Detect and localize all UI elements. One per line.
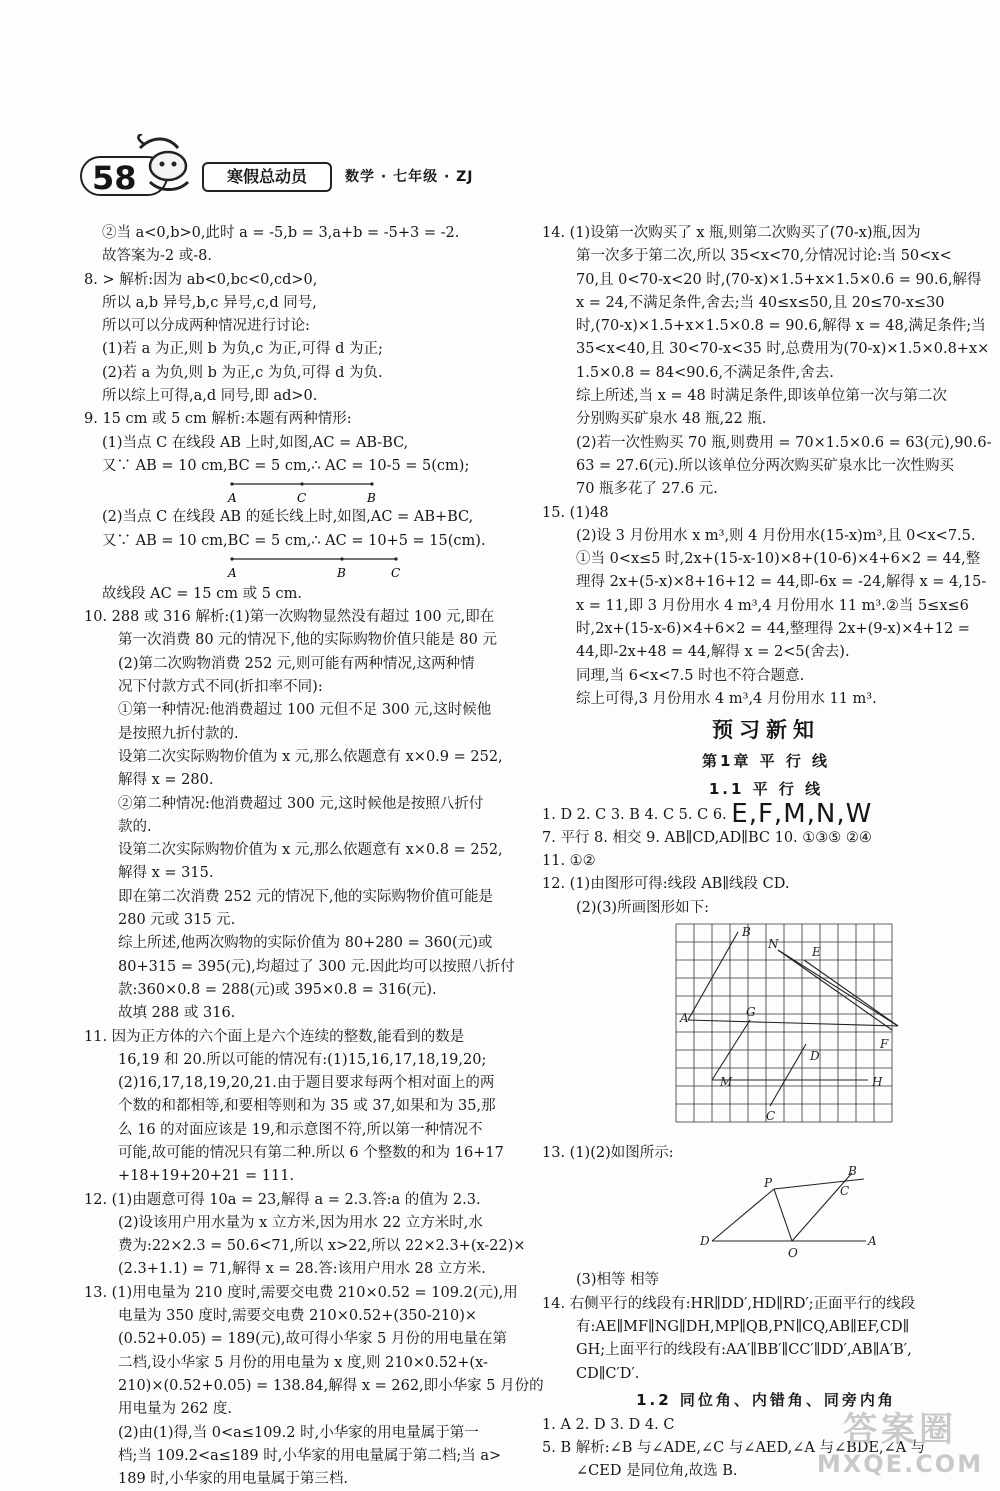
text-line: 综上所述,他两次购物的实际价值为 80+280 = 360(元)或 xyxy=(118,935,493,952)
answer-line: 5. B 解析:∠B 与∠ADE,∠C 与∠AED,∠A 与∠BDE,∠A 与 xyxy=(542,1440,926,1457)
page-number: 58 xyxy=(80,156,168,196)
parallel-figure xyxy=(542,1165,990,1269)
watermark-url: MXQE.COM xyxy=(816,1450,984,1478)
text-line: (0.52+0.05) = 189(元),故可得小华家 5 月份的用电量在第 xyxy=(118,1331,507,1348)
answer-line: 11. ①② xyxy=(542,853,596,870)
text-line: 解得 x = 315. xyxy=(118,865,214,882)
grid-figure xyxy=(542,920,990,1142)
brand-label: 寒假总动员 xyxy=(202,162,332,192)
text-line: 用电量为 262 度. xyxy=(118,1401,233,1418)
page-header xyxy=(70,150,930,210)
text-line: 么 16 的对面应该是 19,和示意图不符,所以第一种情况不 xyxy=(118,1121,483,1138)
answer-line: ∠CED 是同位角,故选 B. xyxy=(576,1463,738,1480)
text-line: (2.3+1.1) = 71,解得 x = 28.答:该用户用水 28 立方米. xyxy=(118,1261,486,1278)
answer-line: (2)(3)所画图形如下: xyxy=(576,899,709,916)
text-line: x = 24,不满足条件,舍去;当 40≤x≤50,且 20≤70-x≤30 xyxy=(576,294,945,311)
answer-letters: E,F,M,N,W xyxy=(731,798,873,829)
text-line: 即在第二次消费 252 元的情况下,他的实际购物价值可能是 xyxy=(118,888,494,905)
answer-line: CD∥C′D′. xyxy=(576,1365,640,1382)
mascot-icon xyxy=(134,134,204,194)
grid-label-h: H xyxy=(872,1075,883,1090)
text-line: 70 瓶多花了 27.6 元. xyxy=(576,481,718,498)
segment-figure-2 xyxy=(84,553,520,583)
fig13-label-c: C xyxy=(840,1184,850,1199)
preview-section-title: 预习新知 xyxy=(712,718,820,743)
text-line: (2)若一次性购买 70 瓶,则费用 = 70×1.5×0.6 = 63(元),90.6- xyxy=(576,434,992,451)
text-line: 70,且 0<70-x<20 时,(70-x)×1.5+x×1.5×0.6 = 90.6,解得 xyxy=(576,271,982,288)
text-line: 所以可以分成两种情况进行讨论: xyxy=(102,318,310,335)
answer-line: 12. (1)由图形可得:线段 AB∥线段 CD. xyxy=(542,876,790,893)
text-line: 故线段 AC = 15 cm 或 5 cm. xyxy=(102,585,303,602)
text-line: 35<x<40,且 30<70-x<35 时,总费用为(70-x)×1.5×0.8+x× xyxy=(576,341,990,358)
answer-line: 有:AE∥MF∥NG∥DH,MP∥QB,PN∥CQ,AB∥EF,CD∥ xyxy=(576,1318,910,1335)
text-line: 又∵ AB = 10 cm,BC = 5 cm,∴ AC = 10+5 = 15(cm). xyxy=(102,532,486,549)
text-line: 15. (1)48 xyxy=(542,504,609,521)
text-line: 12. (1)由题意可得 10a = 23,解得 a = 2.3.答:a 的值为 2.3. xyxy=(84,1191,481,1208)
point-label-a: A xyxy=(228,565,237,580)
text-line: 理得 2x+(5-x)×8+16+12 = 44,即-6x = -24,解得 x = 4,15- xyxy=(576,574,987,591)
text-line: 80+315 = 395(元),均超过了 300 元.因此均可以按照八折付 xyxy=(118,958,515,975)
text-line: (2)第二次购物消费 252 元,则可能有两种情况,这两种情 xyxy=(118,655,475,672)
section-title: 1.2 同位角、内错角、同旁内角 xyxy=(636,1390,896,1409)
text-line: 解得 x = 280. xyxy=(118,772,214,789)
text-line: 费为:22×2.3 = 50.6<71,所以 x>22,所以 22×2.3+(x-22)× xyxy=(118,1238,526,1255)
grid-label-c: C xyxy=(766,1109,776,1124)
answer-line-text: 1. D 2. C 3. B 4. C 5. C 6. xyxy=(542,806,727,823)
point-label-a: A xyxy=(228,491,237,506)
watermark-text: 答案圈 xyxy=(843,1410,957,1450)
answer-line: 7. 平行 8. 相交 9. AB∥CD,AD∥BC 10. ①③⑤ ②④ xyxy=(542,829,872,846)
text-line: 第一次消费 80 元的情况下,他的实际购物价值只能是 80 元 xyxy=(118,632,497,649)
text-line: 款的. xyxy=(118,818,152,835)
answer-line: GH;上面平行的线段有:AA′∥BB′∥CC′∥DD′,AB∥A′B′, xyxy=(576,1342,912,1359)
text-line: 10. 288 或 316 解析:(1)第一次购物显然没有超过 100 元,即在 xyxy=(84,609,495,626)
grid-label-m: M xyxy=(720,1075,733,1090)
grid-label-e: E xyxy=(812,945,821,960)
answer-line: (3)相等 相等 xyxy=(576,1272,660,1289)
text-line: 第一次多于第二次,所以 35<x<70,分情况讨论:当 50<x< xyxy=(576,248,952,265)
text-line: +18+19+20+21 = 111. xyxy=(118,1168,295,1185)
text-line: 分别购买矿泉水 48 瓶,22 瓶. xyxy=(576,411,767,428)
text-line: (2)设 3 月份用水 x m³,则 4 月份用水(15-x)m³,且 0<x<7.5. xyxy=(576,527,976,544)
text-line: 电量为 350 度时,需要交电费 210×0.52+(350-210)× xyxy=(118,1308,478,1325)
answer-line: 14. 右侧平行的线段有:HR∥DD′,HD∥RD′;正面平行的线段 xyxy=(542,1295,916,1312)
text-line: (2)设该用户用水量为 x 立方米,因为用水 22 立方米时,水 xyxy=(118,1214,483,1231)
text-line: 时,2x+(15-x-6)×4+6×2 = 44,整理得 2x+(9-x)×4+12 = xyxy=(576,621,970,638)
text-line: (1)当点 C 在线段 AB 上时,如图,AC = AB-BC, xyxy=(102,434,409,451)
section-title: 1.1 平 行 线 xyxy=(708,779,824,798)
text-line: 个数的和都相等,和要相等则和为 35 或 37,如果和为 35,那 xyxy=(118,1098,496,1115)
text-line: 时,(70-x)×1.5+x×1.5×0.8 = 90.6,解得 x = 48,满足条件;当 xyxy=(576,318,986,335)
grid-label-g: G xyxy=(746,1005,756,1020)
text-line: x = 11,即 3 月份用水 4 m³,4 月份用水 11 m³.②当 5≤x≤6 xyxy=(576,597,969,614)
text-line: ②当 a<0,b>0,此时 a = -5,b = 3,a+b = -5+3 = -2. xyxy=(102,225,460,241)
fig13-label-o: O xyxy=(788,1246,798,1261)
text-line: 设第二次实际购物价值为 x 元,那么依题意有 x×0.8 = 252, xyxy=(118,842,503,859)
text-line: 13. (1)用电量为 210 度时,需要交电费 210×0.52 = 109.2(元),用 xyxy=(84,1284,518,1301)
text-line: 设第二次实际购物价值为 x 元,那么依题意有 x×0.9 = 252, xyxy=(118,748,503,765)
point-label-b: B xyxy=(367,491,376,506)
chapter-title: 第1章 平 行 线 xyxy=(701,751,831,770)
text-line: 款:360×0.8 = 288(元)或 395×0.8 = 316(元). xyxy=(118,981,437,998)
right-column xyxy=(542,222,990,1484)
segment-figure-1 xyxy=(84,478,520,506)
text-line: (2)当点 C 在线段 AB 的延长线上时,如图,AC = AB+BC, xyxy=(102,509,474,526)
text-line: 210)×(0.52+0.05) = 138.84,解得 x = 262,即小华家 5 月份的 xyxy=(118,1377,544,1394)
text-line: 9. 15 cm 或 5 cm 解析:本题有两种情形: xyxy=(84,411,352,428)
text-line: 所以综上可得,a,d 同号,即 ad>0. xyxy=(102,388,318,405)
text-line: 280 元或 315 元. xyxy=(118,912,236,929)
text-line: (2)16,17,18,19,20,21.由于题目要求每两个相对面上的两 xyxy=(118,1075,495,1092)
grid-label-a: A xyxy=(680,1011,689,1026)
answer-line xyxy=(542,798,990,829)
grid-label-n: N xyxy=(768,937,779,952)
point-label-c: C xyxy=(297,491,307,506)
watermark xyxy=(810,1410,990,1486)
text-line: (2)由(1)得,当 0<a≤109.2 时,小华家的用电量属于第一 xyxy=(118,1424,479,1441)
text-line: 44,即-2x+48 = 44,解得 x = 2<5(舍去). xyxy=(576,644,850,661)
text-line: 是按照九折付款的. xyxy=(118,725,239,742)
text-line: 综上所述,当 x = 48 时满足条件,即该单位第一次与第二次 xyxy=(576,388,947,405)
grid-label-f: F xyxy=(880,1037,889,1052)
text-line: 故填 288 或 316. xyxy=(118,1005,236,1022)
text-line: 二档,设小华家 5 月份的用电量为 x 度,则 210×0.52+(x- xyxy=(118,1354,488,1371)
text-line: ①第一种情况:他消费超过 100 元但不足 300 元,这时候他 xyxy=(118,702,492,719)
text-line: 63 = 27.6(元).所以该单位分两次购买矿泉水比一次性购买 xyxy=(576,457,955,474)
answer-line: 13. (1)(2)如图所示: xyxy=(542,1145,674,1162)
text-line: 又∵ AB = 10 cm,BC = 5 cm,∴ AC = 10-5 = 5(cm); xyxy=(102,457,470,474)
text-line: 8. > 解析:因为 ab<0,bc<0,cd>0, xyxy=(84,271,318,288)
text-line: 同理,当 6<x<7.5 时也不符合题意. xyxy=(576,667,805,684)
text-line: 11. 因为正方体的六个面上是六个连续的整数,能看到的数是 xyxy=(84,1028,465,1045)
text-line: 可能,故可能的情况只有第二种.所以 6 个整数的和为 16+17 xyxy=(118,1144,504,1161)
fig13-label-p: P xyxy=(764,1176,773,1191)
text-line: 14. (1)设第一次购买了 x 瓶,则第二次购买了(70-x)瓶,因为 xyxy=(542,225,921,241)
grid-label-b: B xyxy=(742,925,751,940)
subject-label: 数学 · 七年级 · ZJ xyxy=(345,169,474,185)
grid-label-d: D xyxy=(810,1049,820,1064)
text-line: 189 时,小华家的用电量属于第三档. xyxy=(118,1471,349,1488)
text-line: 综上可得,3 月份用水 4 m³,4 月份用水 11 m³. xyxy=(576,690,877,707)
fig13-label-d: D xyxy=(700,1234,710,1249)
text-line: 所以 a,b 异号,b,c 异号,c,d 同号, xyxy=(102,294,317,311)
text-line: 况下付款方式不同(折扣率不同): xyxy=(118,679,323,696)
text-line: ②第二种情况:他消费超过 300 元,这时候他是按照八折付 xyxy=(118,795,484,812)
text-line: ①当 0<x≤5 时,2x+(15-x-10)×8+(10-6)×4+6×2 = 44,整 xyxy=(576,551,981,568)
text-line: 故答案为-2 或-8. xyxy=(102,248,212,265)
text-line: (2)若 a 为负,则 b 为正,c 为负,可得 d 为负. xyxy=(102,364,383,381)
fig13-label-b: B xyxy=(848,1165,857,1179)
text-line: (1)若 a 为正,则 b 为负,c 为正,可得 d 为正; xyxy=(102,341,383,358)
text-line: 1.5×0.8 = 84<90.6,不满足条件,舍去. xyxy=(576,364,834,381)
point-label-c: C xyxy=(391,565,401,580)
text-line: 16,19 和 20.所以可能的情况有:(1)15,16,17,18,19,20; xyxy=(118,1051,487,1068)
point-label-b: B xyxy=(337,565,346,580)
answer-line: 1. A 2. D 3. D 4. C xyxy=(542,1416,675,1433)
text-line: 档;当 109.2<a≤189 时,小华家的用电量属于第二档;当 a> xyxy=(118,1447,502,1464)
fig13-label-a: A xyxy=(868,1234,877,1249)
left-column xyxy=(84,222,544,1491)
